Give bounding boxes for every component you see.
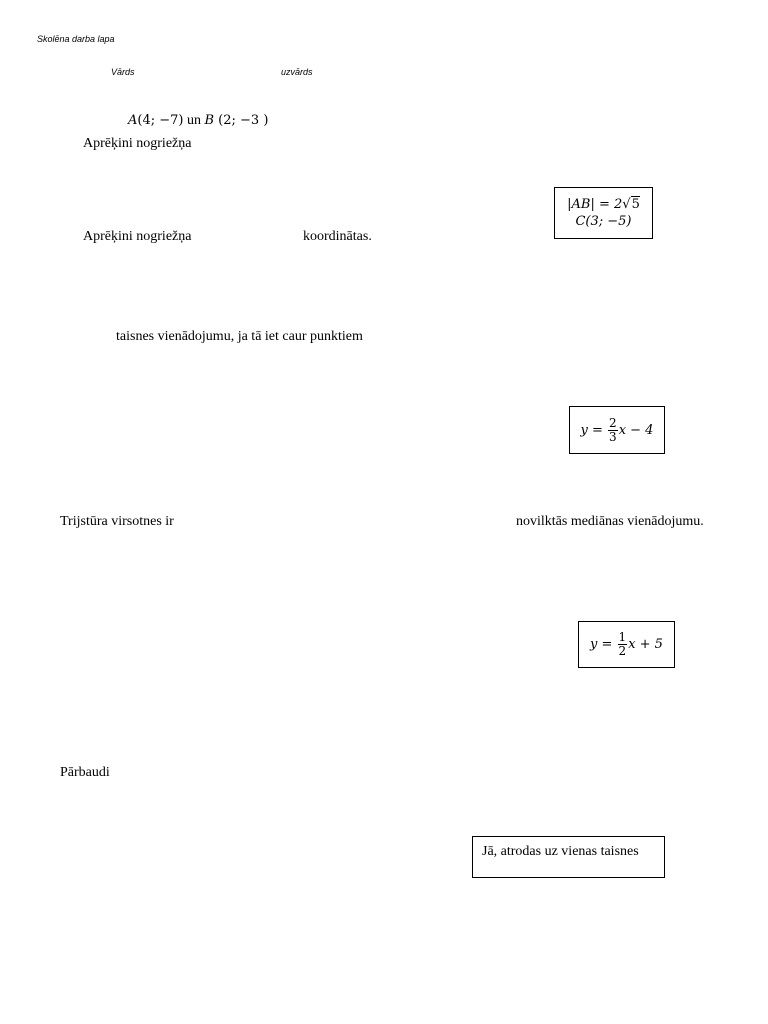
name-label: Vārds: [111, 67, 135, 77]
answer-midpoint: C(3; −5): [575, 214, 632, 229]
point-a-name: A: [128, 113, 138, 128]
surname-label: uzvārds: [281, 67, 313, 77]
task1-points: [128, 113, 268, 129]
task2-answer: y = $\frac{2}{3}$ x − 4: [580, 415, 654, 444]
task4-answer: Jā, atrodas uz vienas taisnes: [482, 844, 639, 859]
task3-answer: y = $\frac{1}{2}$ x + 5: [590, 630, 663, 658]
task3-fraction: $\frac{1}{2}$: [618, 630, 627, 658]
task2-answer-box: [569, 406, 665, 454]
task3-prompt-left: Trijstūra virsotnes ir: [60, 514, 174, 529]
point-a-coords: (4; −7): [137, 113, 184, 128]
point-b-name: B: [204, 113, 215, 128]
task1-line2-left: Aprēķini nogriežņa: [83, 229, 192, 244]
task4-prompt: Pārbaudi: [60, 765, 110, 780]
answer-length: |AB| = 2√5: [567, 197, 640, 212]
task2-fraction: $\frac{2}{3}$: [609, 415, 617, 444]
points-and: un: [183, 113, 205, 128]
point-b-coords: (2; −3 ): [214, 113, 269, 128]
sheet-title: Skolēna darba lapa: [37, 34, 115, 44]
task1-line2-right: koordinātas.: [303, 229, 372, 244]
task2-prompt: taisnes vienādojumu, ja tā iet caur punktiem: [116, 329, 363, 344]
task4-answer-box: [472, 836, 665, 878]
task3-answer-box: [578, 621, 675, 668]
task1-answer-box: [554, 187, 653, 239]
task1-line1: Aprēķini nogriežņa: [83, 136, 192, 151]
task3-prompt-right: novilktās mediānas vienādojumu.: [516, 514, 704, 529]
